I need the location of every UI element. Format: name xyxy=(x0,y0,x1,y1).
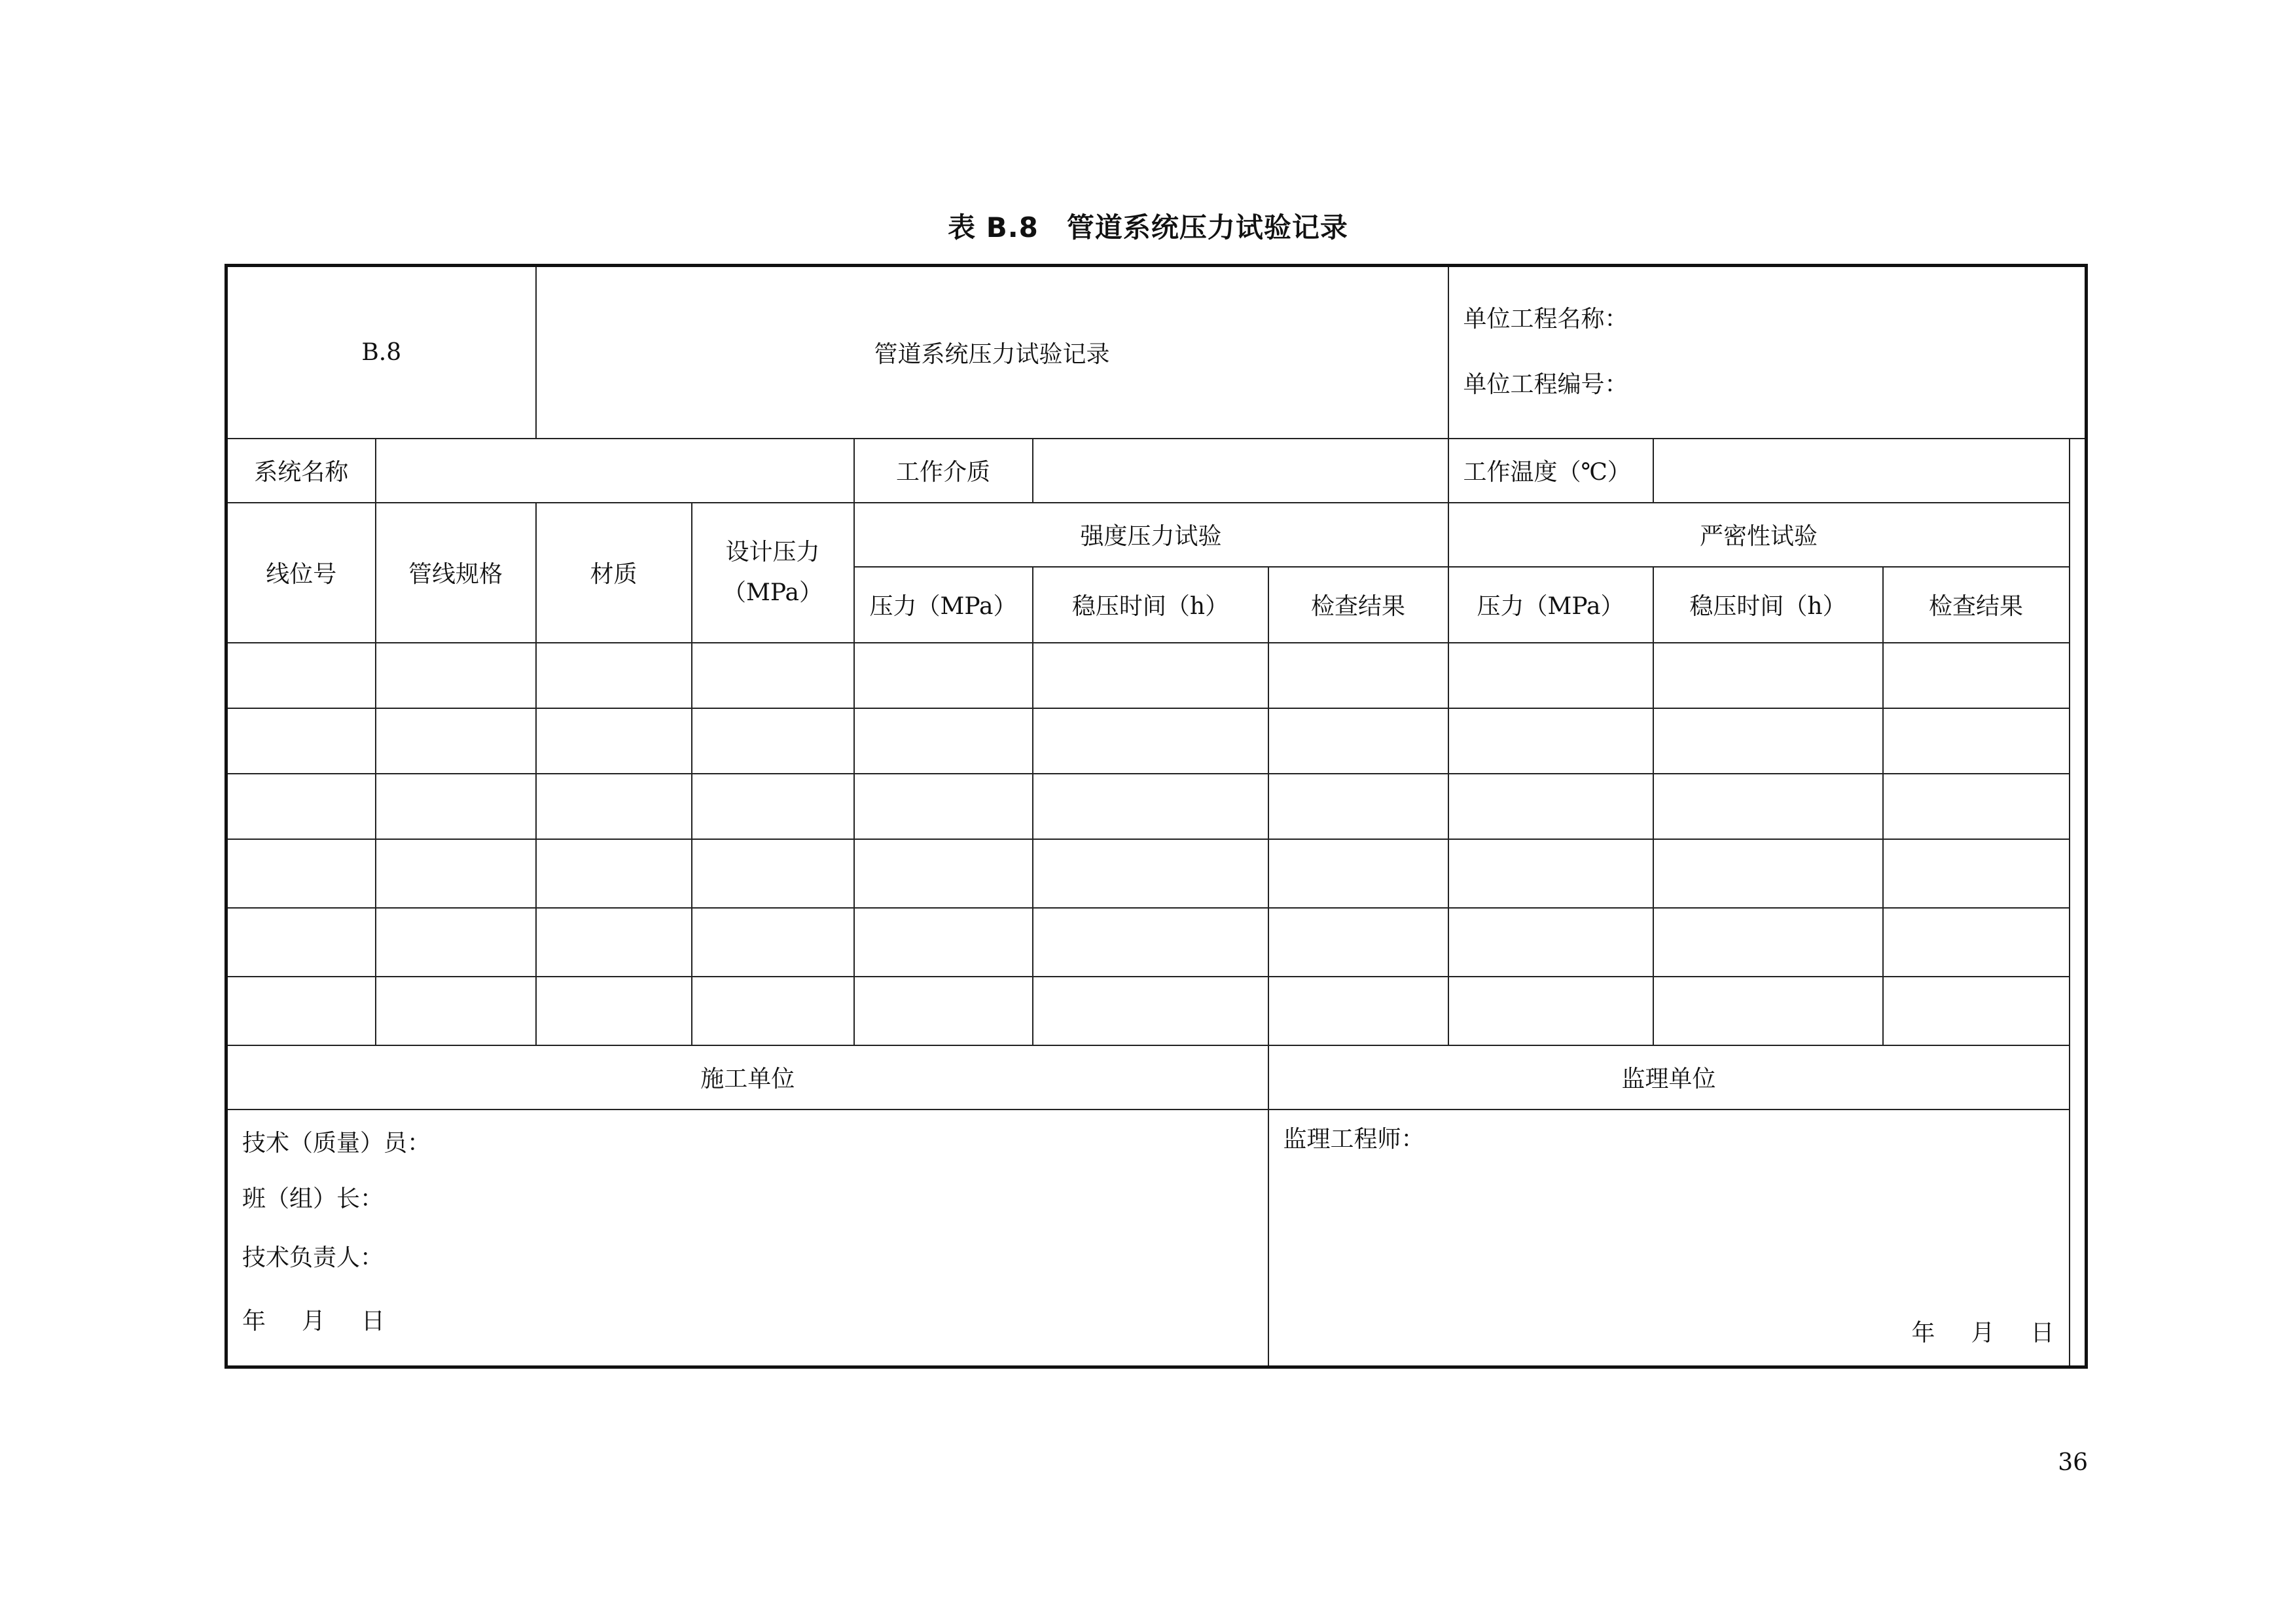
col-tight-result: 检查结果 xyxy=(1883,567,2070,643)
supervision-signature-area[interactable] xyxy=(1268,1110,2070,1367)
unit-project-name-label: 单位工程名称： xyxy=(1463,306,1628,333)
team-leader-label: 班（组）长： xyxy=(242,1185,384,1212)
page-number: 36 xyxy=(2058,1449,2088,1476)
table-cell[interactable] xyxy=(854,839,1033,908)
table-cell[interactable] xyxy=(1268,839,1448,908)
table-cell[interactable] xyxy=(1033,708,1268,774)
date-month-label: 月 xyxy=(302,1307,326,1335)
table-cell[interactable] xyxy=(854,643,1033,708)
table-cell[interactable] xyxy=(1033,977,1268,1045)
table-cell[interactable] xyxy=(692,643,854,708)
table-cell[interactable] xyxy=(692,774,854,839)
table-cell[interactable] xyxy=(1653,708,1883,774)
table-cell[interactable] xyxy=(1448,643,1653,708)
table-cell[interactable] xyxy=(536,977,692,1045)
table-cell[interactable] xyxy=(226,908,376,977)
table-cell[interactable] xyxy=(1653,774,1883,839)
col-strength-hold-time: 稳压时间（h） xyxy=(1033,567,1268,643)
working-temp-field[interactable] xyxy=(1653,439,2070,503)
working-temp-label: 工作温度（℃） xyxy=(1448,439,1653,503)
table-cell[interactable] xyxy=(536,643,692,708)
table-cell[interactable] xyxy=(692,708,854,774)
table-cell[interactable] xyxy=(1883,908,2070,977)
table-cell[interactable] xyxy=(1033,908,1268,977)
table-cell[interactable] xyxy=(1448,839,1653,908)
table-row xyxy=(226,977,2087,1045)
construction-unit-heading: 施工单位 xyxy=(226,1045,1268,1110)
tech-quality-officer-label: 技术（质量）员： xyxy=(242,1129,431,1157)
table-cell[interactable] xyxy=(854,977,1033,1045)
table-cell[interactable] xyxy=(1268,643,1448,708)
col-pipe-spec: 管线规格 xyxy=(376,503,536,643)
form-name-cell xyxy=(536,266,1448,439)
unit-project-no-label: 单位工程编号： xyxy=(1463,371,1628,399)
supervision-date xyxy=(1911,1318,2054,1348)
table-cell[interactable] xyxy=(376,643,536,708)
table-cell[interactable] xyxy=(1653,643,1883,708)
table-cell[interactable] xyxy=(854,908,1033,977)
table-row xyxy=(226,708,2087,774)
table-cell[interactable] xyxy=(536,839,692,908)
table-cell[interactable] xyxy=(1653,977,1883,1045)
table-cell[interactable] xyxy=(376,708,536,774)
supervision-unit-heading: 监理单位 xyxy=(1268,1045,2070,1110)
table-cell[interactable] xyxy=(1448,708,1653,774)
table-cell[interactable] xyxy=(1883,839,2070,908)
page-title: 表 B.8 管道系统压力试验记录 xyxy=(948,211,1348,244)
col-design-pressure xyxy=(692,503,854,643)
table-cell[interactable] xyxy=(854,774,1033,839)
table-cell[interactable] xyxy=(1448,774,1653,839)
table-cell[interactable] xyxy=(226,839,376,908)
table-cell[interactable] xyxy=(536,908,692,977)
table-cell[interactable] xyxy=(376,977,536,1045)
col-tight-hold-time: 稳压时间（h） xyxy=(1653,567,1883,643)
table-cell[interactable] xyxy=(1883,708,2070,774)
design-pressure-label: 设计压力 xyxy=(725,538,820,566)
table-row xyxy=(226,908,2087,977)
construction-signature-area[interactable] xyxy=(226,1110,1268,1367)
col-tightness-test: 严密性试验 xyxy=(1448,503,2070,567)
system-name-label: 系统名称 xyxy=(226,439,376,503)
system-name-field[interactable] xyxy=(376,439,854,503)
table-cell[interactable] xyxy=(226,708,376,774)
table-cell[interactable] xyxy=(376,908,536,977)
tech-manager-label: 技术负责人： xyxy=(242,1244,384,1271)
construction-date xyxy=(242,1307,385,1337)
supervising-engineer-label: 监理工程师： xyxy=(1283,1125,1425,1153)
table-cell[interactable] xyxy=(692,908,854,977)
col-strength-test: 强度压力试验 xyxy=(854,503,1448,567)
table-cell[interactable] xyxy=(692,839,854,908)
table-cell[interactable] xyxy=(376,774,536,839)
table-cell[interactable] xyxy=(1268,708,1448,774)
col-material: 材质 xyxy=(536,503,692,643)
table-cell[interactable] xyxy=(692,977,854,1045)
table-cell[interactable] xyxy=(1448,977,1653,1045)
col-line-no: 线位号 xyxy=(226,503,376,643)
table-cell[interactable] xyxy=(226,643,376,708)
table-row xyxy=(226,839,2087,908)
col-strength-result: 检查结果 xyxy=(1268,567,1448,643)
table-cell[interactable] xyxy=(1448,908,1653,977)
table-cell[interactable] xyxy=(1033,839,1268,908)
col-tight-pressure: 压力（MPa） xyxy=(1448,567,1653,643)
date-day-label: 日 xyxy=(2030,1319,2054,1346)
table-cell[interactable] xyxy=(1268,774,1448,839)
table-cell[interactable] xyxy=(1653,839,1883,908)
pressure-test-record-form xyxy=(224,264,2088,1369)
table-cell[interactable] xyxy=(226,774,376,839)
unit-project-cell[interactable] xyxy=(1448,266,2087,439)
table-cell[interactable] xyxy=(376,839,536,908)
table-cell[interactable] xyxy=(1033,643,1268,708)
design-pressure-unit: （MPa） xyxy=(723,579,823,606)
working-medium-label: 工作介质 xyxy=(854,439,1033,503)
date-month-label: 月 xyxy=(1971,1319,1995,1346)
table-cell[interactable] xyxy=(854,708,1033,774)
col-strength-pressure: 压力（MPa） xyxy=(854,567,1033,643)
table-row xyxy=(226,774,2087,839)
date-year-label: 年 xyxy=(242,1307,266,1335)
form-code-cell xyxy=(226,266,536,439)
working-medium-field[interactable] xyxy=(1033,439,1448,503)
form-name: 管道系统压力试验记录 xyxy=(874,340,1110,368)
table-cell[interactable] xyxy=(536,708,692,774)
date-day-label: 日 xyxy=(361,1307,386,1335)
table-cell[interactable] xyxy=(1268,908,1448,977)
table-cell[interactable] xyxy=(1883,977,2070,1045)
table-cell[interactable] xyxy=(536,774,692,839)
table-row xyxy=(226,643,2087,708)
table-cell[interactable] xyxy=(1883,774,2070,839)
table-cell[interactable] xyxy=(1883,643,2070,708)
table-cell[interactable] xyxy=(1268,977,1448,1045)
form-code: B.8 xyxy=(361,338,402,366)
table-cell[interactable] xyxy=(1033,774,1268,839)
date-year-label: 年 xyxy=(1911,1319,1935,1346)
table-cell[interactable] xyxy=(1653,908,1883,977)
table-cell[interactable] xyxy=(226,977,376,1045)
